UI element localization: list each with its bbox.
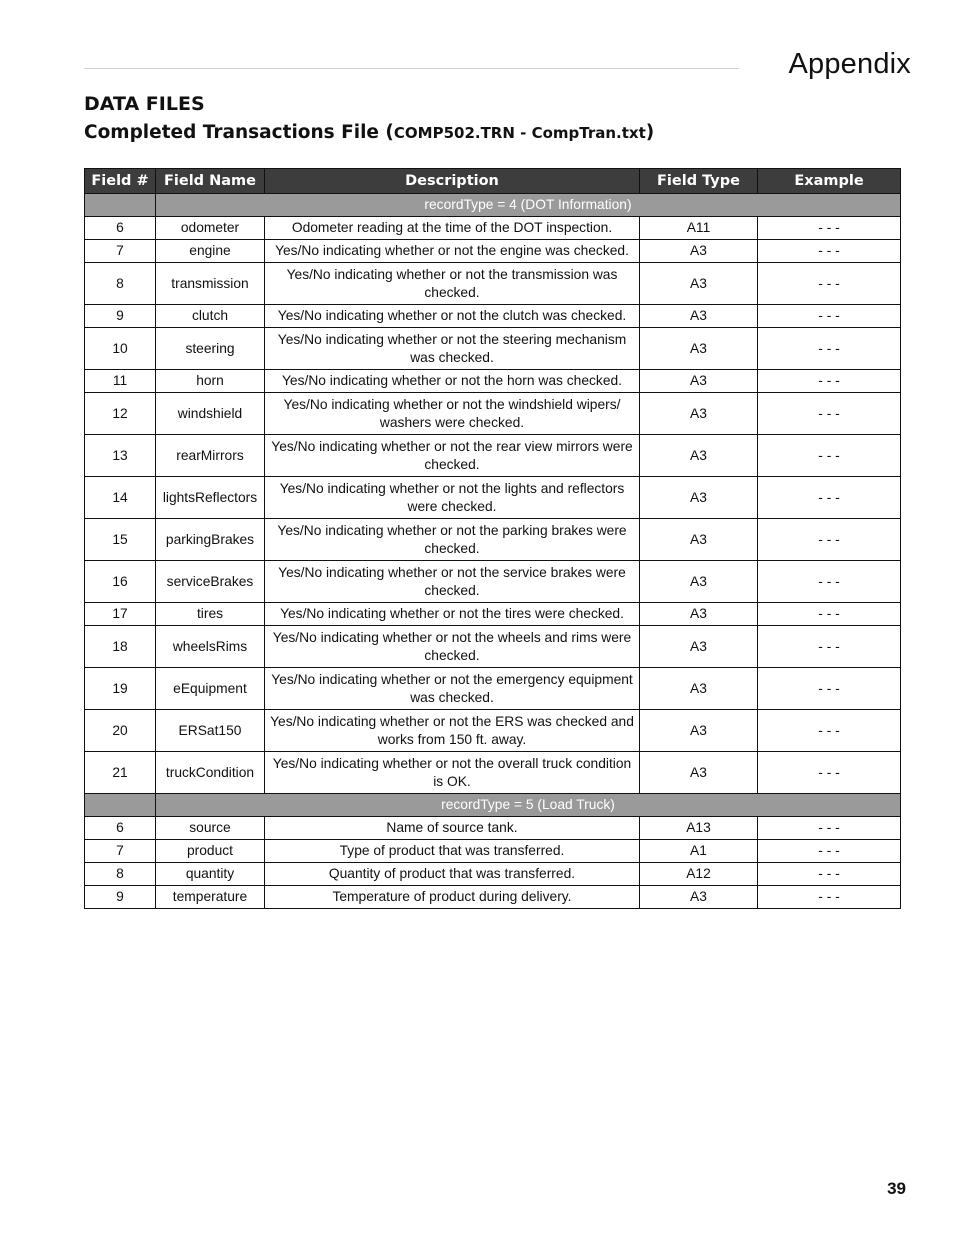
cell-field-name: engine: [156, 240, 265, 263]
cell-field-number: 15: [85, 519, 156, 561]
cell-field-type: A3: [640, 305, 758, 328]
cell-example: - - -: [758, 519, 901, 561]
cell-description: Quantity of product that was transferred.: [265, 863, 640, 886]
column-header-field-type: Field Type: [640, 169, 758, 194]
table-row: [85, 817, 901, 840]
page-number: 39: [887, 1179, 906, 1198]
file-title-close-paren: ): [645, 122, 655, 143]
cell-field-type: A3: [640, 561, 758, 603]
table-row: [85, 840, 901, 863]
cell-field-number: 19: [85, 668, 156, 710]
cell-field-type: A3: [640, 240, 758, 263]
cell-field-number: 12: [85, 393, 156, 435]
cell-field-name: rearMirrors: [156, 435, 265, 477]
cell-example: - - -: [758, 752, 901, 794]
cell-field-number: 8: [85, 863, 156, 886]
cell-field-type: A3: [640, 328, 758, 370]
cell-field-number: 6: [85, 217, 156, 240]
cell-field-type: A3: [640, 477, 758, 519]
record-type-group-row: [85, 794, 901, 817]
cell-example: - - -: [758, 668, 901, 710]
cell-example: - - -: [758, 710, 901, 752]
table-row: [85, 519, 901, 561]
cell-field-number: 7: [85, 840, 156, 863]
cell-description: Yes/No indicating whether or not the ERS was checked and works from 150 ft. away.: [265, 710, 640, 752]
cell-description: Yes/No indicating whether or not the rear view mirrors were checked.: [265, 435, 640, 477]
cell-field-name: tires: [156, 603, 265, 626]
cell-field-type: A3: [640, 886, 758, 909]
cell-field-type: A3: [640, 752, 758, 794]
cell-example: - - -: [758, 435, 901, 477]
cell-field-name: clutch: [156, 305, 265, 328]
cell-field-name: steering: [156, 328, 265, 370]
cell-description: Yes/No indicating whether or not the clutch was checked.: [265, 305, 640, 328]
record-type-label: recordType = 4 (DOT Information): [156, 194, 901, 217]
table-row: [85, 863, 901, 886]
group-blank-cell: [85, 194, 156, 217]
cell-description: Yes/No indicating whether or not the overall truck condition is OK.: [265, 752, 640, 794]
cell-field-name: quantity: [156, 863, 265, 886]
cell-field-number: 7: [85, 240, 156, 263]
cell-field-name: product: [156, 840, 265, 863]
cell-field-name: eEquipment: [156, 668, 265, 710]
cell-description: Yes/No indicating whether or not the windshield wipers/ washers were checked.: [265, 393, 640, 435]
cell-field-number: 10: [85, 328, 156, 370]
cell-description: Yes/No indicating whether or not the transmission was checked.: [265, 263, 640, 305]
cell-description: Yes/No indicating whether or not the steering mechanism was checked.: [265, 328, 640, 370]
table-row: [85, 477, 901, 519]
cell-field-type: A12: [640, 863, 758, 886]
cell-field-type: A3: [640, 263, 758, 305]
file-title-open-paren: (: [385, 122, 394, 143]
cell-example: - - -: [758, 840, 901, 863]
cell-field-number: 21: [85, 752, 156, 794]
table-row: [85, 603, 901, 626]
cell-description: Name of source tank.: [265, 817, 640, 840]
cell-field-name: parkingBrakes: [156, 519, 265, 561]
file-title-filename: COMP502.TRN - CompTran.txt: [393, 124, 646, 142]
cell-field-type: A3: [640, 370, 758, 393]
cell-field-number: 16: [85, 561, 156, 603]
cell-field-name: horn: [156, 370, 265, 393]
cell-field-type: A3: [640, 626, 758, 668]
cell-example: - - -: [758, 370, 901, 393]
cell-description: Temperature of product during delivery.: [265, 886, 640, 909]
cell-field-name: transmission: [156, 263, 265, 305]
cell-description: Yes/No indicating whether or not the lights and reflectors were checked.: [265, 477, 640, 519]
cell-field-type: A1: [640, 840, 758, 863]
table-row: [85, 328, 901, 370]
cell-example: - - -: [758, 217, 901, 240]
file-title: [84, 122, 654, 143]
column-header-field-number: Field #: [85, 169, 156, 194]
cell-field-number: 14: [85, 477, 156, 519]
page-header: Appendix: [788, 48, 911, 80]
cell-description: Odometer reading at the time of the DOT inspection.: [265, 217, 640, 240]
table-row: [85, 668, 901, 710]
table-row: [85, 435, 901, 477]
cell-field-type: A11: [640, 217, 758, 240]
header-rule: [84, 68, 739, 69]
table-row: [85, 710, 901, 752]
table-row: [85, 752, 901, 794]
cell-field-number: 9: [85, 305, 156, 328]
cell-field-type: A3: [640, 393, 758, 435]
table-row: [85, 263, 901, 305]
cell-field-name: ERSat150: [156, 710, 265, 752]
cell-field-number: 9: [85, 886, 156, 909]
cell-example: - - -: [758, 863, 901, 886]
cell-example: - - -: [758, 305, 901, 328]
table-row: [85, 626, 901, 668]
cell-description: Type of product that was transferred.: [265, 840, 640, 863]
group-blank-cell: [85, 794, 156, 817]
cell-description: Yes/No indicating whether or not the parking brakes were checked.: [265, 519, 640, 561]
table-row: [85, 305, 901, 328]
table-row: [85, 886, 901, 909]
cell-example: - - -: [758, 886, 901, 909]
cell-field-type: A3: [640, 519, 758, 561]
cell-field-type: A3: [640, 668, 758, 710]
cell-description: Yes/No indicating whether or not the emergency equipment was checked.: [265, 668, 640, 710]
fields-table: [84, 168, 901, 909]
table-header-row: [85, 169, 901, 194]
cell-field-number: 11: [85, 370, 156, 393]
cell-example: - - -: [758, 328, 901, 370]
table-row: [85, 393, 901, 435]
cell-field-number: 20: [85, 710, 156, 752]
cell-field-type: A13: [640, 817, 758, 840]
cell-example: - - -: [758, 626, 901, 668]
cell-field-type: A3: [640, 710, 758, 752]
cell-field-name: temperature: [156, 886, 265, 909]
table-row: [85, 370, 901, 393]
cell-example: - - -: [758, 240, 901, 263]
cell-field-number: 18: [85, 626, 156, 668]
cell-field-number: 6: [85, 817, 156, 840]
cell-description: Yes/No indicating whether or not the engine was checked.: [265, 240, 640, 263]
cell-example: - - -: [758, 477, 901, 519]
cell-example: - - -: [758, 263, 901, 305]
table-row: [85, 217, 901, 240]
cell-field-type: A3: [640, 603, 758, 626]
table-row: [85, 240, 901, 263]
cell-field-name: wheelsRims: [156, 626, 265, 668]
cell-description: Yes/No indicating whether or not the wheels and rims were checked.: [265, 626, 640, 668]
cell-field-number: 13: [85, 435, 156, 477]
cell-example: - - -: [758, 393, 901, 435]
section-title: DATA FILES: [84, 93, 205, 115]
record-type-group-row: [85, 194, 901, 217]
column-header-description: Description: [265, 169, 640, 194]
cell-description: Yes/No indicating whether or not the service brakes were checked.: [265, 561, 640, 603]
cell-field-number: 17: [85, 603, 156, 626]
cell-description: Yes/No indicating whether or not the horn was checked.: [265, 370, 640, 393]
column-header-example: Example: [758, 169, 901, 194]
cell-field-name: truckCondition: [156, 752, 265, 794]
cell-description: Yes/No indicating whether or not the tires were checked.: [265, 603, 640, 626]
cell-field-name: odometer: [156, 217, 265, 240]
table-body: [85, 194, 901, 909]
cell-field-name: source: [156, 817, 265, 840]
cell-field-type: A3: [640, 435, 758, 477]
column-header-field-name: Field Name: [156, 169, 265, 194]
record-type-label: recordType = 5 (Load Truck): [156, 794, 901, 817]
table-row: [85, 561, 901, 603]
file-title-main: Completed Transactions File: [84, 122, 386, 143]
cell-example: - - -: [758, 603, 901, 626]
cell-example: - - -: [758, 561, 901, 603]
cell-example: - - -: [758, 817, 901, 840]
cell-field-name: windshield: [156, 393, 265, 435]
cell-field-number: 8: [85, 263, 156, 305]
cell-field-name: serviceBrakes: [156, 561, 265, 603]
cell-field-name: lightsReflectors: [156, 477, 265, 519]
